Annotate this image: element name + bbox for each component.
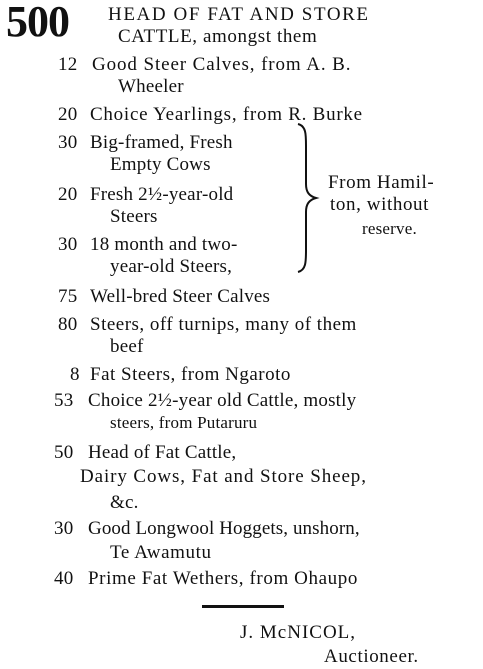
bracket-note-line-3: reserve. — [362, 219, 417, 238]
item-description-cont: beef — [110, 336, 144, 357]
item-quantity: 8 — [70, 364, 80, 385]
item-description-cont: steers, from Putaruru — [110, 413, 258, 432]
item-quantity: 40 — [54, 568, 74, 589]
item-quantity: 80 — [58, 314, 78, 335]
item-description: Good Steer Calves, from A. B. — [92, 54, 352, 75]
item-description-cont: year-old Steers, — [110, 256, 233, 277]
item-description: Prime Fat Wethers, from Ohaupo — [88, 568, 358, 589]
bracket-note-line-1: From Hamil- — [328, 172, 435, 193]
item-description-cont: Wheeler — [118, 76, 184, 97]
item-description: Well-bred Steer Calves — [90, 286, 271, 307]
item-description: Choice Yearlings, from R. Burke — [90, 104, 363, 125]
item-quantity: 20 — [58, 104, 78, 125]
item-quantity: 75 — [58, 286, 78, 307]
headline-count: 500 — [6, 0, 69, 46]
item-quantity: 53 — [54, 390, 74, 411]
item-quantity: 30 — [58, 234, 78, 255]
item-quantity: 30 — [58, 132, 78, 153]
bracket-note-line-2: ton, without — [330, 194, 430, 215]
item-description: Steers, off turnips, many of them — [90, 314, 357, 335]
headline-line-1: HEAD OF FAT AND STORE — [108, 4, 370, 25]
item-quantity: 30 — [54, 518, 74, 539]
item-description-cont: Empty Cows — [110, 154, 211, 175]
item-quantity: 50 — [54, 442, 74, 463]
headline-line-2: CATTLE, amongst them — [118, 26, 318, 47]
item-description: Big-framed, Fresh — [90, 132, 233, 153]
item-description: Fat Steers, from Ngaroto — [90, 364, 291, 385]
item-description-cont: Steers — [110, 206, 158, 227]
divider-rule — [202, 605, 284, 608]
item-description-cont: &c. — [110, 492, 139, 513]
item-quantity: 12 — [58, 54, 78, 75]
auctioneer-name: J. McNICOL, — [240, 622, 357, 643]
item-description-cont: Te Awamutu — [110, 542, 212, 563]
item-description-cont: Dairy Cows, Fat and Store Sheep, — [80, 466, 367, 487]
right-brace-icon — [296, 122, 324, 274]
item-description: Choice 2½-year old Cattle, mostly — [88, 390, 357, 411]
auctioneer-title: Auctioneer. — [324, 646, 419, 667]
item-description: Good Longwool Hoggets, unshorn, — [88, 518, 360, 539]
item-description: Head of Fat Cattle, — [88, 442, 237, 463]
item-quantity: 20 — [58, 184, 78, 205]
item-description: 18 month and two- — [90, 234, 238, 255]
item-description: Fresh 2½-year-old — [90, 184, 234, 205]
